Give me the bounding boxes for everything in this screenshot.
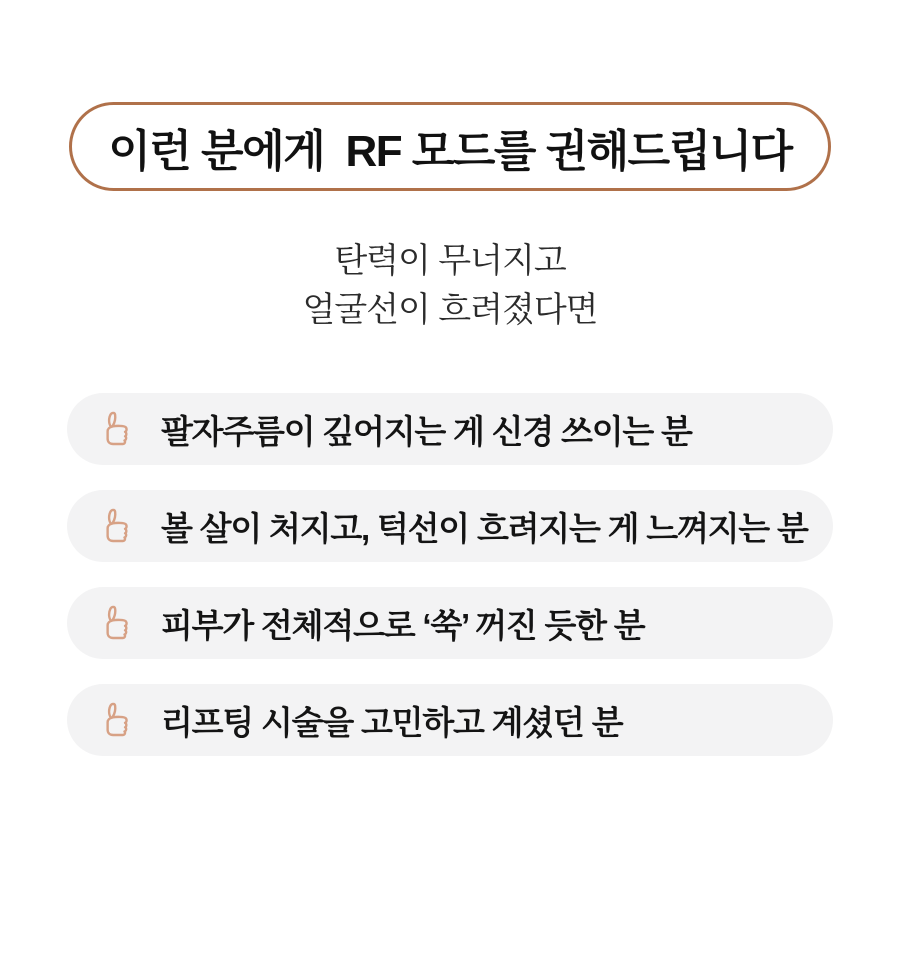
list-item-text: 피부가 전체적으로 ‘쑥’ 꺼진 듯한 분	[161, 606, 645, 644]
subtitle-line-1: 탄력이 무너지고	[334, 242, 566, 280]
list-item	[67, 684, 833, 756]
title-banner	[69, 102, 831, 191]
list-item-text: 볼 살이 처지고, 턱선이 흐려지는 게 느껴지는 분	[161, 509, 808, 547]
list-item	[67, 490, 833, 562]
recommendation-list	[0, 393, 900, 756]
subtitle	[0, 237, 900, 335]
list-item	[67, 393, 833, 465]
rf-mode-recommendation-page	[0, 102, 900, 967]
list-item	[67, 587, 833, 659]
subtitle-line-2: 얼굴선이 흐려졌다면	[302, 291, 598, 329]
list-item-text: 리프팅 시술을 고민하고 계셨던 분	[161, 703, 623, 741]
thumbs-up-icon	[100, 602, 131, 644]
thumbs-up-icon	[100, 505, 131, 547]
thumbs-up-icon	[100, 408, 131, 450]
thumbs-up-icon	[100, 699, 131, 741]
page-title: 이런 분에게 RF 모드를 권해드립니다	[108, 126, 792, 176]
list-item-text: 팔자주름이 깊어지는 게 신경 쓰이는 분	[161, 412, 692, 450]
